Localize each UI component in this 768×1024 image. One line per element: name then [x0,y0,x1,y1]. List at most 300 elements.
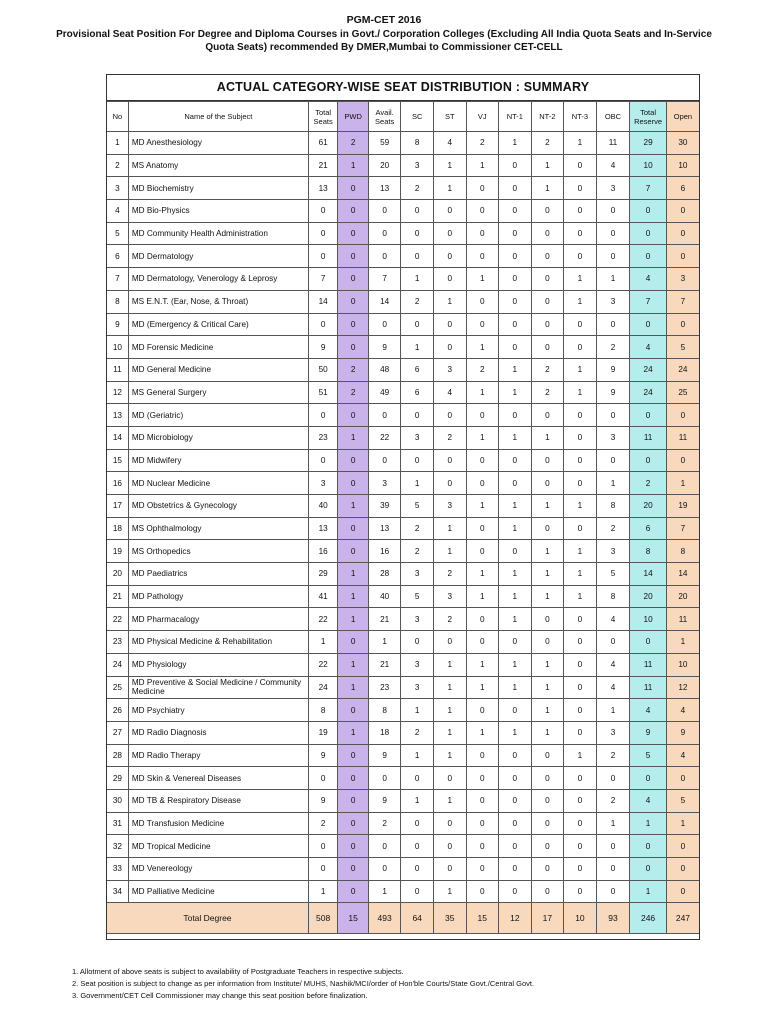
seat-count: 0 [338,517,369,540]
seat-count: 0 [338,222,369,245]
seat-count: 0 [433,449,466,472]
seat-count: 0 [338,177,369,200]
footnote: 1. Allotment of above seats is subject to availability of Postgraduate Teachers in respective subjects. [72,967,404,976]
seat-count: 0 [564,880,597,903]
seat-count: 1 [666,472,699,495]
seat-count: 0 [596,404,630,427]
seat-count: 61 [308,132,337,155]
seat-count: 0 [630,835,667,858]
seat-count: 0 [630,404,667,427]
seat-count: 2 [401,517,434,540]
seat-count: 1 [630,880,667,903]
seat-count: 3 [596,540,630,563]
seat-count: 0 [499,699,532,722]
total-value: 15 [466,903,499,934]
seat-count: 1 [401,744,434,767]
seat-count: 0 [466,200,499,223]
column-header: NT-3 [564,102,597,132]
seat-count: 0 [564,154,597,177]
row-number: 33 [107,858,128,881]
seat-count: 0 [338,245,369,268]
seat-count: 0 [338,835,369,858]
footnotes [72,966,534,1002]
column-header: VJ [466,102,499,132]
seat-count: 9 [308,744,337,767]
seat-count: 0 [564,472,597,495]
seat-count: 0 [308,449,337,472]
seat-count: 0 [666,245,699,268]
seat-count: 11 [596,132,630,155]
subject-name: MD Dermatology, Venerology & Leprosy [128,268,308,291]
row-number: 26 [107,699,128,722]
seat-count: 1 [433,880,466,903]
seat-count: 23 [308,426,337,449]
subject-name: MS Ophthalmology [128,517,308,540]
seat-count: 59 [368,132,401,155]
seat-count: 13 [308,177,337,200]
subject-name: MD Midwifery [128,449,308,472]
seat-count: 19 [666,495,699,518]
row-number: 30 [107,789,128,812]
seat-count: 1 [564,540,597,563]
seat-count: 0 [433,313,466,336]
seat-count: 1 [531,540,564,563]
footnote: 3. Government/CET Cell Commissioner may change this seat position before finalization. [72,991,368,1000]
seat-count: 20 [630,585,667,608]
total-label: Total Degree [107,903,308,934]
subject-name: MD Radio Diagnosis [128,721,308,744]
seat-count: 3 [433,358,466,381]
row-number: 18 [107,517,128,540]
seat-count: 1 [401,336,434,359]
seat-count: 1 [433,744,466,767]
row-number: 23 [107,631,128,654]
seat-count: 9 [596,358,630,381]
seat-count: 0 [499,290,532,313]
seat-count: 6 [666,177,699,200]
seat-count: 4 [630,699,667,722]
row-number: 20 [107,563,128,586]
seat-count: 3 [666,268,699,291]
seat-count: 4 [630,789,667,812]
seat-count: 9 [308,789,337,812]
seat-count: 2 [596,517,630,540]
footnote: 2. Seat position is subject to change as per information from Institute/ MUHS, Nashik/MCI/order of Hon'ble Courts/State Govt./Central Govt. [72,979,535,988]
seat-count: 1 [531,426,564,449]
seat-count: 2 [401,540,434,563]
seat-count: 0 [308,200,337,223]
column-header: Name of the Subject [128,102,308,132]
seat-count: 1 [338,154,369,177]
seat-count: 2 [466,132,499,155]
seat-count: 0 [433,767,466,790]
seat-count: 4 [666,699,699,722]
row-number: 4 [107,200,128,223]
seat-count: 0 [499,880,532,903]
subject-name: MD Microbiology [128,426,308,449]
seat-count: 0 [531,631,564,654]
seat-count: 0 [368,200,401,223]
seat-count: 20 [630,495,667,518]
seat-count: 7 [308,268,337,291]
subject-name: MD TB & Respiratory Disease [128,789,308,812]
seat-count: 2 [466,358,499,381]
seat-count: 3 [308,472,337,495]
row-number: 2 [107,154,128,177]
seat-count: 8 [630,540,667,563]
exam-title: PGM-CET 2016 [346,14,422,26]
seat-count: 0 [308,222,337,245]
seat-count: 1 [466,653,499,676]
seat-count: 0 [531,812,564,835]
seat-count: 2 [433,426,466,449]
seat-count: 0 [433,812,466,835]
seat-count: 14 [630,563,667,586]
seat-count: 1 [630,812,667,835]
row-number: 6 [107,245,128,268]
seat-count: 0 [368,404,401,427]
seat-count: 0 [564,222,597,245]
seat-count: 0 [401,858,434,881]
seat-count: 0 [531,880,564,903]
seat-count: 10 [630,154,667,177]
seat-count: 8 [596,585,630,608]
seat-count: 5 [666,336,699,359]
seat-count: 0 [596,835,630,858]
seat-count: 0 [499,200,532,223]
seat-count: 0 [401,449,434,472]
seat-count: 29 [308,563,337,586]
seat-count: 0 [433,336,466,359]
seat-count: 0 [499,449,532,472]
seat-count: 0 [666,858,699,881]
total-value: 247 [666,903,699,934]
seat-count: 3 [596,721,630,744]
table-row [107,653,699,676]
seat-count: 1 [531,721,564,744]
table-body [107,132,699,934]
table-row [107,404,699,427]
table-row [107,154,699,177]
seat-count: 0 [466,540,499,563]
seat-count: 0 [564,789,597,812]
seat-count: 23 [368,676,401,699]
seat-count: 1 [466,495,499,518]
seat-count: 11 [666,608,699,631]
seat-count: 0 [433,858,466,881]
seat-count: 1 [531,699,564,722]
seat-count: 0 [308,835,337,858]
seat-count: 0 [531,789,564,812]
column-header: NT-1 [499,102,532,132]
seat-count: 24 [666,358,699,381]
seat-count: 0 [531,835,564,858]
seat-count: 0 [368,835,401,858]
table-row [107,449,699,472]
seat-distribution-frame [106,74,700,940]
seat-count: 1 [433,177,466,200]
table-row [107,200,699,223]
seat-count: 3 [433,585,466,608]
seat-count: 0 [564,517,597,540]
seat-count: 2 [596,336,630,359]
seat-count: 0 [368,222,401,245]
table-row [107,676,699,699]
seat-count: 4 [666,744,699,767]
seat-count: 2 [401,290,434,313]
row-number: 8 [107,290,128,313]
seat-count: 0 [308,404,337,427]
row-number: 5 [107,222,128,245]
seat-count: 3 [401,608,434,631]
row-number: 16 [107,472,128,495]
subject-name: MD Obstetrics & Gynecology [128,495,308,518]
seat-count: 8 [308,699,337,722]
table-row [107,495,699,518]
table-title: ACTUAL CATEGORY-WISE SEAT DISTRIBUTION : SUMMARY [107,75,699,101]
subject-name: MD (Geriatric) [128,404,308,427]
document-subtitle-line1: Provisional Seat Position For Degree and Diploma Courses in Govt./ Corporation Colleges (Excluding All India Quota Seats and In-Service [56,29,712,40]
seat-count: 0 [466,699,499,722]
seat-count: 0 [564,404,597,427]
seat-count: 13 [368,177,401,200]
seat-count: 0 [308,313,337,336]
seat-count: 40 [308,495,337,518]
seat-count: 1 [596,268,630,291]
seat-count: 2 [531,358,564,381]
seat-count: 0 [564,858,597,881]
seat-count: 21 [368,608,401,631]
seat-count: 0 [666,835,699,858]
seat-count: 0 [564,426,597,449]
table-row [107,336,699,359]
subject-name: MD Nuclear Medicine [128,472,308,495]
seat-count: 0 [630,222,667,245]
seat-count: 0 [596,449,630,472]
seat-count: 0 [596,767,630,790]
seat-count: 1 [499,517,532,540]
table-header-row [107,102,699,132]
seat-count: 3 [596,426,630,449]
seat-count: 7 [666,290,699,313]
seat-count: 0 [401,222,434,245]
seat-count: 0 [368,858,401,881]
seat-count: 0 [531,222,564,245]
seat-count: 51 [308,381,337,404]
table-row [107,222,699,245]
subject-name: MD Psychiatry [128,699,308,722]
seat-count: 1 [433,676,466,699]
seat-count: 5 [666,789,699,812]
table-row [107,313,699,336]
row-number: 34 [107,880,128,903]
seat-count: 0 [433,631,466,654]
seat-count: 1 [466,336,499,359]
seat-count: 2 [630,472,667,495]
seat-count: 0 [466,404,499,427]
seat-count: 0 [564,245,597,268]
seat-count: 0 [368,245,401,268]
table-row [107,517,699,540]
seat-count: 2 [368,812,401,835]
seat-count: 2 [338,381,369,404]
seat-count: 0 [338,290,369,313]
seat-count: 1 [338,721,369,744]
seat-count: 0 [564,767,597,790]
seat-count: 0 [338,858,369,881]
total-value: 93 [596,903,630,934]
seat-count: 0 [368,767,401,790]
seat-count: 0 [466,835,499,858]
seat-count: 13 [308,517,337,540]
seat-count: 8 [368,699,401,722]
seat-count: 0 [666,222,699,245]
seat-count: 7 [368,268,401,291]
seat-count: 5 [630,744,667,767]
seat-count: 2 [338,132,369,155]
seat-count: 1 [466,154,499,177]
seat-count: 49 [368,381,401,404]
seat-count: 1 [596,472,630,495]
seat-count: 0 [338,744,369,767]
seat-count: 0 [401,835,434,858]
document-header [0,14,768,54]
seat-count: 0 [499,540,532,563]
subject-name: MD Dermatology [128,245,308,268]
seat-count: 8 [666,540,699,563]
column-header: Total Reserve [630,102,667,132]
seat-count: 0 [401,200,434,223]
total-value: 17 [531,903,564,934]
seat-count: 0 [401,880,434,903]
seat-count: 2 [531,381,564,404]
seat-count: 1 [499,585,532,608]
seat-count: 0 [499,835,532,858]
seat-count: 39 [368,495,401,518]
seat-count: 3 [401,563,434,586]
seat-count: 0 [401,767,434,790]
seat-count: 0 [466,290,499,313]
seat-count: 1 [368,631,401,654]
seat-count: 0 [499,789,532,812]
seat-count: 0 [666,313,699,336]
seat-count: 0 [531,404,564,427]
seat-count: 1 [531,653,564,676]
subject-name: MD Radio Therapy [128,744,308,767]
seat-count: 3 [596,177,630,200]
seat-count: 1 [531,177,564,200]
seat-count: 1 [338,495,369,518]
seat-count: 1 [564,290,597,313]
table-row [107,699,699,722]
seat-count: 0 [596,222,630,245]
seat-count: 1 [433,653,466,676]
seat-count: 29 [630,132,667,155]
seat-count: 1 [308,880,337,903]
seat-count: 8 [401,132,434,155]
seat-count: 7 [630,290,667,313]
seat-count: 0 [531,767,564,790]
table-row [107,358,699,381]
seat-count: 1 [564,132,597,155]
seat-count: 11 [630,653,667,676]
seat-count: 1 [499,608,532,631]
total-value: 64 [401,903,434,934]
seat-count: 0 [531,449,564,472]
seat-count: 0 [308,858,337,881]
seat-count: 0 [466,789,499,812]
seat-count: 0 [596,631,630,654]
seat-count: 16 [308,540,337,563]
row-number: 21 [107,585,128,608]
seat-count: 0 [308,245,337,268]
seat-count: 0 [499,313,532,336]
seat-count: 0 [531,517,564,540]
seat-count: 0 [338,200,369,223]
seat-count: 0 [564,449,597,472]
seat-count: 0 [499,812,532,835]
seat-count: 0 [466,177,499,200]
seat-count: 6 [401,358,434,381]
seat-count: 1 [531,154,564,177]
seat-count: 0 [338,449,369,472]
seat-count: 9 [368,744,401,767]
subject-name: MS E.N.T. (Ear, Nose, & Throat) [128,290,308,313]
row-number: 12 [107,381,128,404]
seat-count: 1 [338,585,369,608]
seat-count: 18 [368,721,401,744]
seat-count: 0 [564,653,597,676]
seat-count: 2 [433,608,466,631]
table-row [107,835,699,858]
row-number: 15 [107,449,128,472]
seat-count: 3 [401,426,434,449]
seat-count: 0 [531,200,564,223]
row-number: 32 [107,835,128,858]
row-number: 25 [107,676,128,699]
seat-count: 1 [466,426,499,449]
seat-count: 0 [368,449,401,472]
seat-count: 4 [596,154,630,177]
seat-count: 0 [630,631,667,654]
subject-name: MD Tropical Medicine [128,835,308,858]
seat-count: 0 [630,313,667,336]
seat-count: 1 [368,880,401,903]
row-number: 31 [107,812,128,835]
seat-count: 9 [666,721,699,744]
seat-count: 1 [564,268,597,291]
seat-count: 0 [466,245,499,268]
seat-count: 1 [564,585,597,608]
seat-count: 1 [433,154,466,177]
seat-count: 0 [564,200,597,223]
column-header: PWD [338,102,369,132]
seat-count: 10 [630,608,667,631]
seat-count: 0 [466,608,499,631]
seat-count: 0 [531,858,564,881]
seat-count: 1 [401,789,434,812]
seat-count: 0 [564,631,597,654]
document-subtitle-line2: Quota Seats) recommended By DMER,Mumbai to Commissioner CET-CELL [205,42,563,53]
table-row [107,767,699,790]
seat-count: 0 [630,449,667,472]
seat-count: 1 [433,517,466,540]
row-number: 13 [107,404,128,427]
seat-count: 2 [596,789,630,812]
table-row [107,812,699,835]
seat-count: 10 [666,653,699,676]
seat-count: 0 [338,313,369,336]
